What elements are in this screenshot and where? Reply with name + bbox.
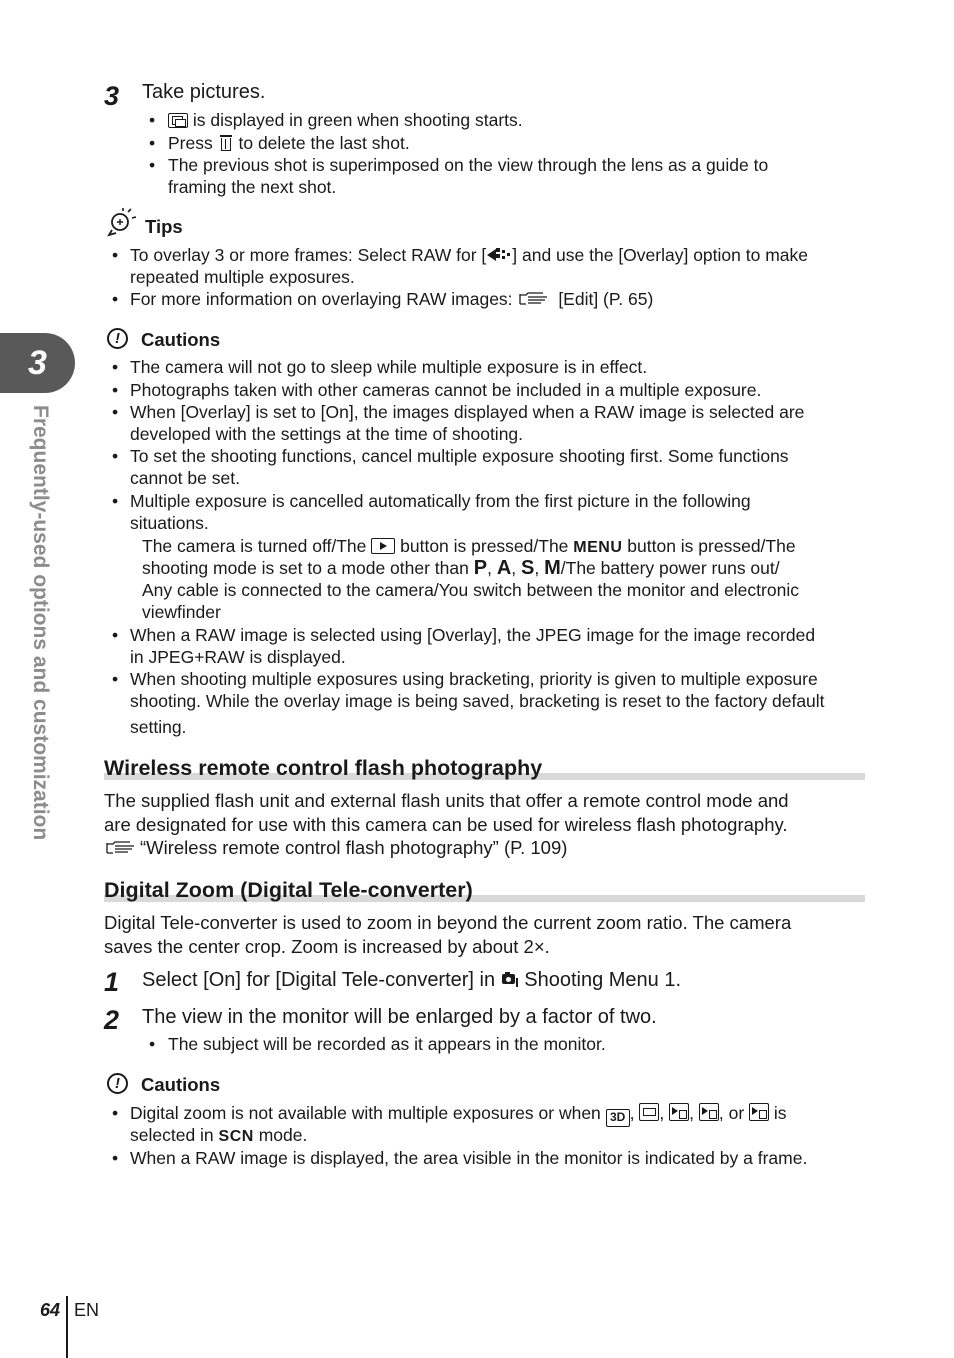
scene-movie-icon [749,1103,769,1121]
tips-title: Tips [145,216,183,237]
bullet-item: The subject will be recorded as it appears in the monitor. [168,1034,606,1054]
caution-item-continued: in JPEG+RAW is displayed. [130,647,346,667]
bullet-dot: • [149,1034,156,1054]
caution-item: The camera will not go to sleep while multiple exposure is in effect. [130,357,648,377]
step-title: Take pictures. [142,81,266,103]
bullet-item: is displayed in green when shooting starts. [168,109,523,131]
reference-hand-icon [104,838,140,854]
caution-item: To set the shooting functions, cancel multiple exposure shooting first. Some functions [130,446,789,466]
bullet-dot: • [112,1103,119,1123]
tips-item: To overlay 3 or more frames: Select RAW for [ ] and use the [Overlay] option to make [130,245,808,265]
step-text: Select [On] for [Digital Tele-converter] in Shooting Menu 1. [142,969,682,991]
caution-item-continued: situations. [130,513,209,533]
caution-item-continued: setting. [130,717,187,737]
paragraph-line: are designated for use with this camera can be used for wireless flash photography. [104,814,788,835]
caution-item: When shooting multiple exposures using bracketing, priority is given to multiple exposure [130,669,818,689]
scene-3d-icon: 3D [606,1109,630,1127]
step-number: 3 [104,81,120,111]
caution-item-continued: selected in SCN mode. [130,1125,308,1145]
bullet-dot: • [112,402,119,422]
scene-panorama-icon [639,1103,659,1121]
bullet-item: The previous shot is superimposed on the view through the lens as a guide to [168,155,769,175]
caution-item-continued: shooting. While the overlay image is being saved, bracketing is reset to the factory default [130,691,825,711]
bullet-dot: • [149,133,156,153]
situation-line: viewfinder [142,602,221,622]
situation-line: shooting mode is set to a mode other than P, A, S, M/The battery power runs out/ [142,557,780,579]
camera-menu-icon [501,970,519,988]
cautions-title: Cautions [141,329,221,350]
paragraph-line: Digital Tele-converter is used to zoom in beyond the current zoom ratio. The camera [104,912,792,933]
bullet-item-continued: framing the next shot. [168,177,337,197]
scene-e-portrait-icon [669,1103,689,1121]
bullet-dot: • [149,110,156,130]
scn-mode-label: SCN [218,1128,254,1145]
caution-icon: ! [107,328,128,349]
cautions-title: Cautions [141,1074,221,1095]
bullet-dot: • [149,155,156,175]
bullet-dot: • [112,625,119,645]
caution-item: Multiple exposure is cancelled automatically from the first picture in the following [130,491,751,511]
caution-item-continued: cannot be set. [130,468,240,488]
caution-icon: ! [107,1073,128,1094]
bullet-dot: • [112,1148,119,1168]
multi-exposure-icon [168,113,188,128]
page-number: 64 [40,1300,61,1320]
bullet-dot: • [112,669,119,689]
caution-item: Digital zoom is not available with multiple exposures or when 3D , , , , or is [130,1102,787,1127]
mode-a: A [496,557,512,579]
section-heading-digital-zoom: Digital Zoom (Digital Tele-converter) [104,878,473,902]
drive-mode-icon [486,247,512,263]
mode-s: S [521,557,535,579]
bullet-dot: • [112,491,119,511]
paragraph-line: The supplied flash unit and external flash units that offer a remote control mode and [104,790,789,811]
bullet-item: Press to delete the last shot. [168,133,410,153]
mode-m: M [544,557,561,579]
bullet-dot: • [112,289,119,309]
bullet-dot: • [112,245,119,265]
caution-item-continued: developed with the settings at the time of shooting. [130,424,524,444]
tips-item: For more information on overlaying RAW images: [Edit] (P. 65) [130,289,654,309]
caution-item: When a RAW image is displayed, the area visible in the monitor is indicated by a frame. [130,1148,808,1168]
menu-button-label: MENU [573,539,623,556]
chapter-title: Frequently-used options and customization [29,405,52,841]
chapter-number: 3 [28,344,47,382]
footer-divider [66,1296,68,1358]
trash-icon [220,135,232,151]
mode-p: P [473,557,488,579]
paragraph-line: saves the center crop. Zoom is increased by about 2×. [104,936,550,957]
playback-button-icon [371,538,395,554]
section-heading-wireless: Wireless remote control flash photography [104,756,543,780]
step-number: 1 [104,967,120,997]
situation-line: The camera is turned off/The button is pressed/The MENU button is pressed/The [142,536,796,556]
tips-lightbulb-icon [106,208,136,238]
caution-item: Photographs taken with other cameras cannot be included in a multiple exposure. [130,380,762,400]
step-text: The view in the monitor will be enlarged by a factor of two. [142,1006,657,1028]
scene-multi-focus-icon [699,1103,719,1121]
step-number: 2 [104,1005,120,1035]
reference-hand-icon [517,290,553,306]
bullet-dot: • [112,380,119,400]
language-code: EN [74,1300,100,1320]
bullet-dot: • [112,357,119,377]
caution-item: When a RAW image is selected using [Overlay], the JPEG image for the image recorded [130,625,816,645]
situation-line: Any cable is connected to the camera/You switch between the monitor and electronic [142,580,799,600]
reference-line: “Wireless remote control flash photography” (P. 109) [104,836,567,860]
caution-item: When [Overlay] is set to [On], the images displayed when a RAW image is selected are [130,402,805,422]
bullet-dot: • [112,446,119,466]
tips-item-continued: repeated multiple exposures. [130,267,355,287]
